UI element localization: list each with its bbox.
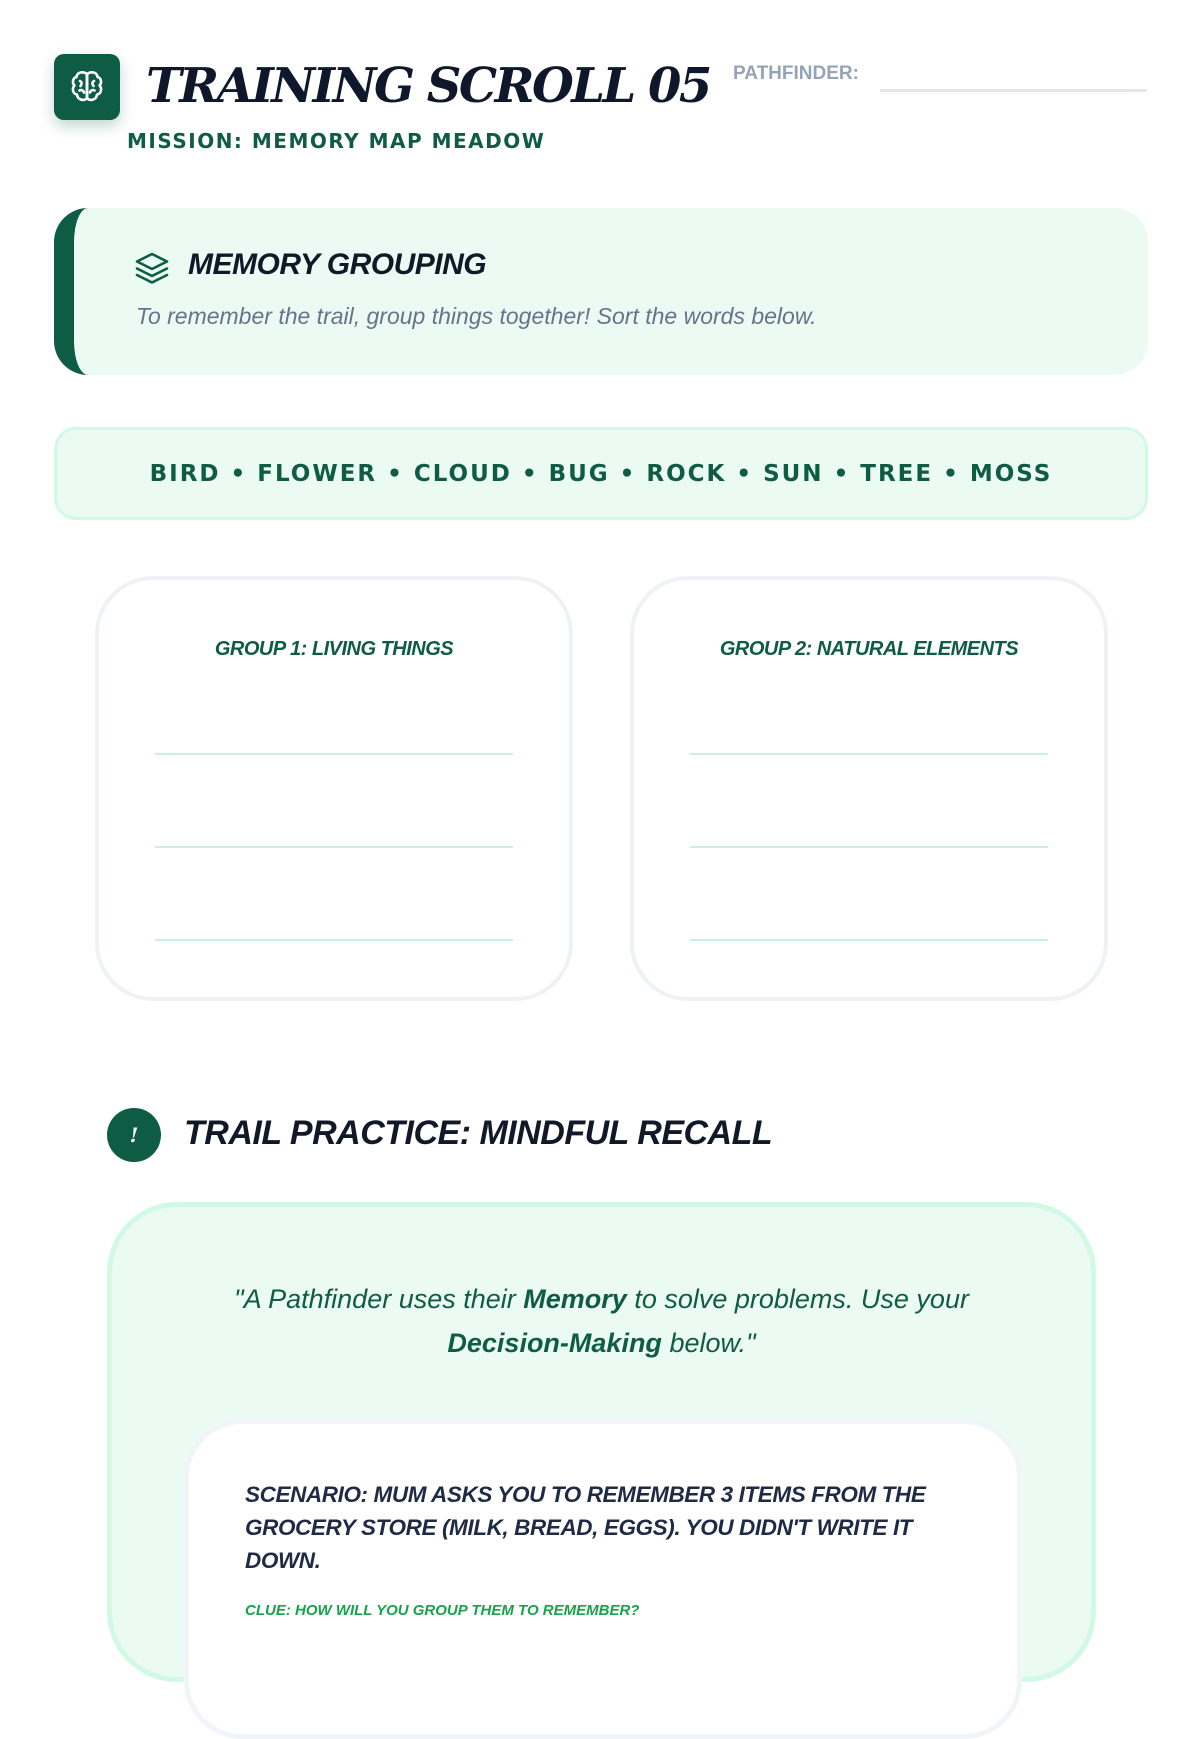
group-1-answer-line[interactable] [155,939,513,941]
group-1-answer-line[interactable] [155,846,513,848]
group-2-answer-line[interactable] [690,939,1048,941]
memory-grouping-card [54,208,1148,375]
quote-text: "A Pathfinder uses their [234,1284,524,1314]
word-bank: BIRD • FLOWER • CLOUD • BUG • ROCK • SUN • TREE • MOSS [54,427,1148,520]
group-1-title: GROUP 1: LIVING THINGS [214,638,454,660]
pathfinder-name-field[interactable] [880,89,1147,92]
exclamation-icon: ! [107,1108,161,1162]
group-1-answer-line[interactable] [155,753,513,755]
quote-emphasis-memory: Memory [523,1284,627,1314]
brain-logo [54,54,120,120]
memory-grouping-title: MEMORY GROUPING [188,248,487,281]
pathfinder-quote [172,1277,1031,1365]
trail-practice-title: TRAIL PRACTICE: MINDFUL RECALL [184,1114,773,1152]
group-2-answer-line[interactable] [690,846,1048,848]
brain-icon [67,67,107,107]
scenario-card [184,1419,1022,1739]
trail-practice-panel [107,1202,1096,1682]
page-title: TRAINING SCROLL 05 [146,58,710,114]
pathfinder-label: PATHFINDER: [733,63,859,84]
memory-grouping-instructions: To remember the trail, group things together! Sort the words below. [136,303,817,329]
mission-subtitle: MISSION: MEMORY MAP MEADOW [127,129,546,153]
layers-icon [132,248,172,288]
quote-text: to solve problems. Use your [626,1284,969,1314]
scenario-text: SCENARIO: MUM ASKS YOU TO REMEMBER 3 ITEMS FROM THE GROCERY STORE (MILK, BREAD, EGGS). YOU DIDN'T WRITE IT DOWN. [245,1482,926,1573]
clue-text: CLUE: HOW WILL YOU GROUP THEM TO REMEMBER? [245,1602,640,1619]
group-2-answer-line[interactable] [690,753,1048,755]
group-2-box [630,576,1108,1001]
group-1-box [95,576,573,1001]
quote-text: below." [661,1328,756,1358]
group-2-title: GROUP 2: NATURAL ELEMENTS [719,638,1019,660]
quote-emphasis-decision-making: Decision-Making [447,1328,662,1358]
